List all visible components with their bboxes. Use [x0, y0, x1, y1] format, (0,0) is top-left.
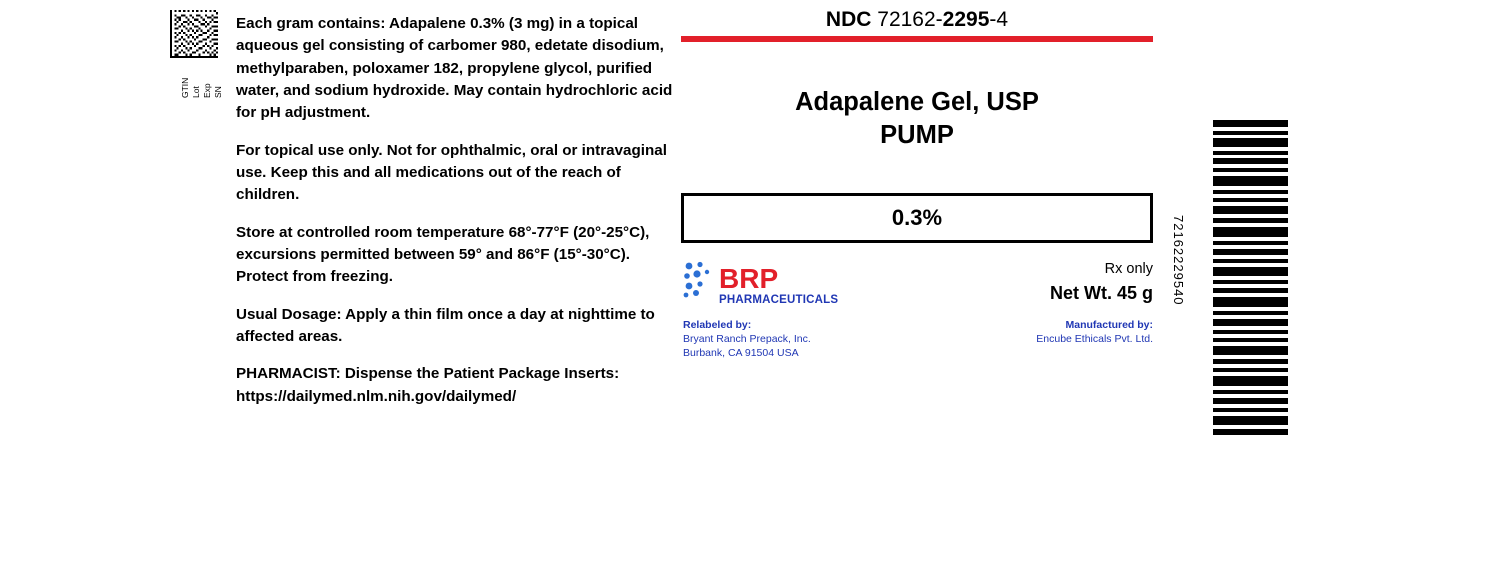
dm-label-sn: SN [213, 86, 223, 98]
product-title [681, 86, 1153, 151]
address-row [681, 319, 1153, 363]
relabeled-by-line2: Burbank, CA 91504 USA [683, 346, 799, 359]
pharmacist-paragraph: PHARMACIST: Dispense the Patient Package Inserts: https://dailymed.nlm.nih.gov/dailymed/ [236, 365, 620, 405]
dosage-paragraph: Usual Dosage: Apply a thin film once a day at nighttime to affected areas. [236, 305, 655, 346]
ndc-line [681, 8, 1153, 32]
barcode-number: 72162229540 [1171, 215, 1186, 306]
use-warning-paragraph: For topical use only. Not for ophthalmic, oral or intravaginal use. Keep this and all medications out of the reach of children. [236, 141, 667, 204]
rx-only-text: Rx only [1104, 261, 1153, 278]
manufactured-by-block [1036, 319, 1153, 347]
barcode-bars [1213, 120, 1288, 440]
manufactured-by-header: Manufactured by: [1065, 319, 1153, 332]
dm-label-exp: Exp [202, 83, 212, 98]
product-form: PUMP [880, 120, 954, 149]
relabeled-by-line1: Bryant Ranch Prepack, Inc. [683, 333, 811, 346]
principal-display-panel [681, 8, 1153, 363]
storage-paragraph: Store at controlled room temperature 68°-77°F (20°-25°C), excursions permitted between 59° and 86°F (15°-30°C). Protect from freezing. [236, 223, 650, 286]
datamatrix-barcode-icon [170, 10, 218, 58]
manufactured-by-line1: Encube Ethicals Pvt. Ltd. [1036, 333, 1153, 346]
red-divider-rule [681, 36, 1153, 42]
upc-barcode-panel [1171, 120, 1298, 440]
dm-label-gtin: GTIN [180, 77, 190, 98]
net-weight-text: Net Wt. 45 g [1049, 283, 1153, 304]
svg-text:PHARMACEUTICALS: PHARMACEUTICALS [719, 294, 839, 307]
datamatrix-field-labels [170, 60, 232, 100]
strength-value: 0.3% [891, 205, 943, 231]
brand-row [681, 257, 1153, 315]
dm-label-lot: Lot [191, 86, 201, 98]
svg-text:BRP: BRP [719, 263, 779, 295]
relabeled-by-block [683, 319, 811, 361]
brp-pharmaceuticals-logo [681, 259, 841, 311]
ndc-part3: -4 [989, 8, 1009, 31]
ndc-part1: 72162- [877, 8, 943, 31]
ndc-part2: 2295 [942, 8, 990, 31]
ingredients-paragraph: Each gram contains: Adapalene 0.3% (3 mg) in a topical aqueous gel consisting of carbomer 980, edetate disodium, methylparaben, poloxamer 182, propylene glycol, purified water, and sodium hydroxide. May contain hydrochloric acid for pH adjustment. [236, 15, 673, 122]
datamatrix-block [170, 10, 232, 98]
product-name: Adapalene Gel, USP [795, 88, 1039, 116]
relabeled-by-header: Relabeled by: [683, 319, 752, 332]
strength-box [681, 193, 1153, 243]
label-text-column [236, 13, 676, 408]
ndc-label: NDC [825, 8, 872, 31]
